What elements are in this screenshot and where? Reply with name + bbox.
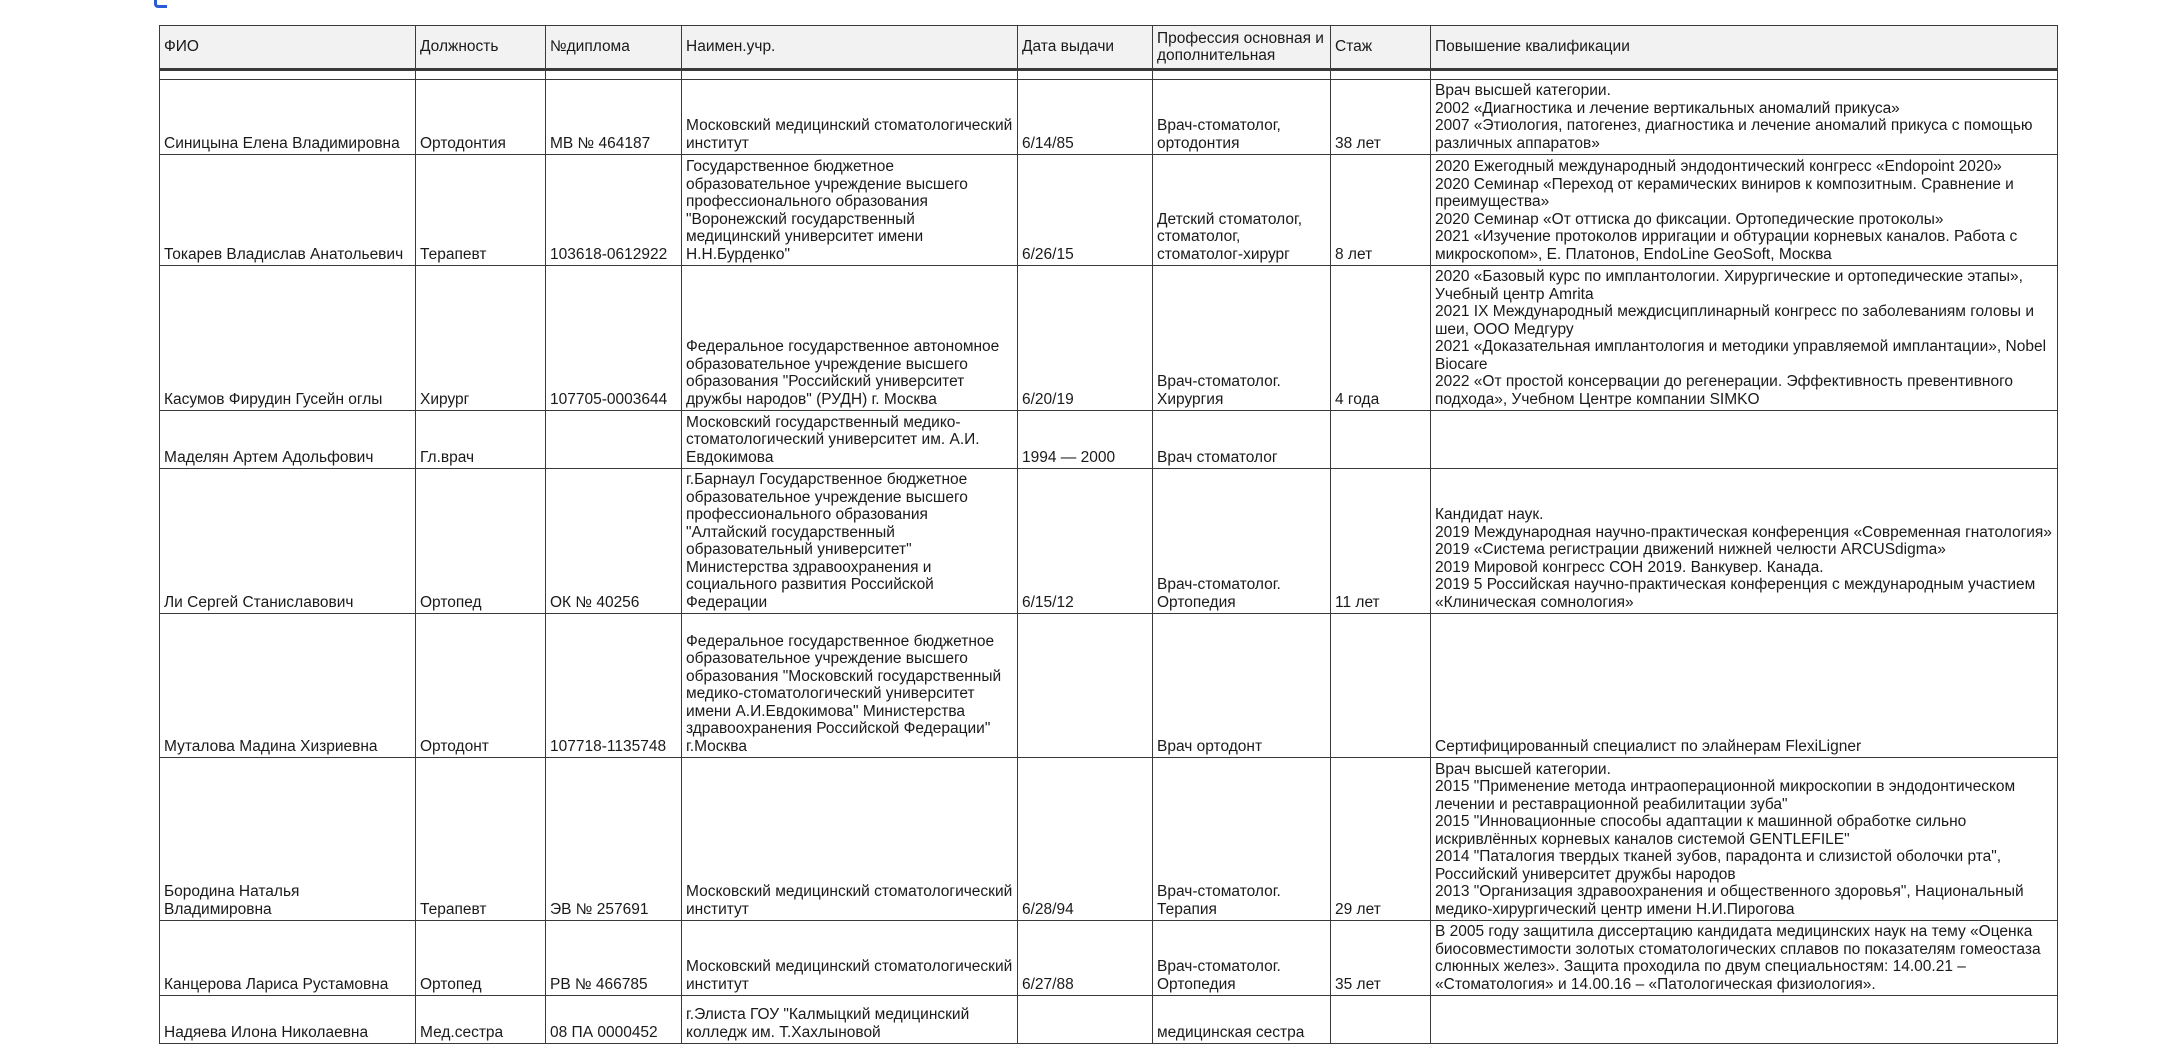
cell-experience[interactable]: 35 лет bbox=[1331, 921, 1431, 996]
qualification-line: 2007 «Этиология, патогенез, диагностика и лечение аномалий прикуса с помощью различных аппаратов» bbox=[1435, 117, 2033, 152]
qualification-line: 2021 IX Международный междисциплинарный конгресс по заболеваниям головы и шеи, ООО Медгуру bbox=[1435, 303, 2034, 338]
cell-date[interactable]: 6/14/85 bbox=[1018, 80, 1153, 155]
qualification-line: 2015 "Применение метода интраоперационной микроскопии в эндодонтическом лечении и реставрационной реабилитации зуба" bbox=[1435, 778, 2016, 813]
cell-name[interactable]: Муталова Мадина Хизриевна bbox=[160, 614, 416, 758]
cell-position[interactable]: Ортопед bbox=[416, 921, 546, 996]
cell-name[interactable]: Бородина Наталья Владимировна bbox=[160, 758, 416, 921]
cell-diploma[interactable]: 107705-0003644 bbox=[546, 266, 682, 411]
cell-qualification[interactable] bbox=[1431, 758, 2058, 921]
cell-date[interactable]: 6/27/88 bbox=[1018, 921, 1153, 996]
cell-date[interactable]: 6/28/94 bbox=[1018, 758, 1153, 921]
cell-experience[interactable]: 11 лет bbox=[1331, 469, 1431, 614]
selection-corner-marker bbox=[154, 0, 167, 8]
cell-institution[interactable]: Федеральное государственное бюджетное образовательное учреждение высшего образования "Московский государственный медико-стоматологический университет имени А.И.Евдокимова" Министерства здравоохранения Российской Федерации" г.Москва bbox=[682, 614, 1018, 758]
qualification-line: 2014 "Паталогия твердых тканей зубов, парадонта и слизистой оболочки рта", Российский университет дружбы народов bbox=[1435, 848, 2002, 883]
cell-profession[interactable]: Врач-стоматолог. Ортопедия bbox=[1153, 921, 1331, 996]
cell-name[interactable]: Касумов Фирудин Гусейн оглы bbox=[160, 266, 416, 411]
cell-diploma[interactable]: ОК № 40256 bbox=[546, 469, 682, 614]
cell-name[interactable]: Надяева Илона Николаевна bbox=[160, 996, 416, 1044]
cell-date[interactable]: 6/20/19 bbox=[1018, 266, 1153, 411]
cell-profession[interactable]: медицинская сестра bbox=[1153, 996, 1331, 1044]
cell-profession[interactable]: Врач-стоматолог. Ортопедия bbox=[1153, 469, 1331, 614]
table-row bbox=[160, 996, 2058, 1044]
spacer-row bbox=[160, 70, 2058, 80]
cell-qualification[interactable] bbox=[1431, 411, 2058, 469]
qualification-line: Кандидат наук. bbox=[1435, 506, 1544, 523]
cell-position[interactable]: Мед.сестра bbox=[416, 996, 546, 1044]
cell-profession[interactable]: Врач-стоматолог. Терапия bbox=[1153, 758, 1331, 921]
header-diploma[interactable]: №диплома bbox=[546, 26, 682, 70]
cell-position[interactable]: Терапевт bbox=[416, 155, 546, 266]
header-profession[interactable]: Профессия основная и дополнительная bbox=[1153, 26, 1331, 70]
cell-name[interactable]: Маделян Артем Адольфович bbox=[160, 411, 416, 469]
cell-name[interactable]: Синицына Елена Владимировна bbox=[160, 80, 416, 155]
table-row bbox=[160, 921, 2058, 996]
qualification-line: 2019 Международная научно-практическая конференция «Современная гнатология» bbox=[1435, 523, 2052, 541]
cell-experience[interactable] bbox=[1331, 411, 1431, 469]
cell-institution[interactable]: Московский медицинский стоматологический институт bbox=[682, 758, 1018, 921]
qualification-line: 2013 "Организация здравоохранения и общественного здоровья", Национальный медико-хирургический центр имени Н.И.Пирогова bbox=[1435, 883, 2024, 918]
cell-experience[interactable]: 29 лет bbox=[1331, 758, 1431, 921]
cell-name[interactable]: Ли Сергей Станиславович bbox=[160, 469, 416, 614]
cell-profession[interactable]: Детский стоматолог, стоматолог, стоматолог-хирург bbox=[1153, 155, 1331, 266]
cell-profession[interactable]: Врач стоматолог bbox=[1153, 411, 1331, 469]
cell-position[interactable]: Хирург bbox=[416, 266, 546, 411]
header-qualification[interactable]: Повышение квалификации bbox=[1431, 26, 2058, 70]
qualification-line: 2019 Мировой конгресс СОН 2019. Ванкувер. Канада. bbox=[1435, 558, 1824, 576]
cell-qualification[interactable] bbox=[1431, 996, 2058, 1044]
qualification-line: 2020 Ежегодный международный эндодонтический конгресс «Endopoint 2020» bbox=[1435, 158, 2002, 175]
qualification-line: 2020 «Базовый курс по имплантологии. Хирургические и ортопедические этапы», Учебный центр Amrita bbox=[1435, 268, 2023, 303]
cell-position[interactable]: Ортодонт bbox=[416, 614, 546, 758]
cell-institution[interactable]: г.Элиста ГОУ "Калмыцкий медицинский колледж им. Т.Хахлыновой bbox=[682, 996, 1018, 1044]
cell-experience[interactable]: 38 лет bbox=[1331, 80, 1431, 155]
qualification-line: Врач высшей категории. bbox=[1435, 82, 1611, 99]
cell-diploma[interactable] bbox=[546, 411, 682, 469]
header-position[interactable]: Должность bbox=[416, 26, 546, 70]
cell-profession[interactable]: Врач ортодонт bbox=[1153, 614, 1331, 758]
qualification-line: Врач высшей категории. bbox=[1435, 760, 1611, 778]
cell-position[interactable]: Ортодонтия bbox=[416, 80, 546, 155]
cell-position[interactable]: Гл.врач bbox=[416, 411, 546, 469]
cell-experience[interactable] bbox=[1331, 996, 1431, 1044]
qualification-line: 2020 Семинар «От оттиска до фиксации. Ортопедические протоколы» bbox=[1435, 210, 1944, 228]
qualification-line: 2021 «Доказательная имплантология и методики управляемой имплантации», Nobel Biocare bbox=[1435, 338, 2047, 373]
cell-diploma[interactable]: 107718-1135748 bbox=[546, 614, 682, 758]
table-row bbox=[160, 469, 2058, 614]
cell-institution[interactable]: Московский медицинский стоматологический институт bbox=[682, 80, 1018, 155]
cell-date[interactable]: 6/15/12 bbox=[1018, 469, 1153, 614]
cell-profession[interactable]: Врач-стоматолог, ортодонтия bbox=[1153, 80, 1331, 155]
cell-institution[interactable]: Федеральное государственное автономное образовательное учреждение высшего образования "Российский университет дружбы народов" (РУДН) г. Москва bbox=[682, 266, 1018, 411]
header-issue-date[interactable]: Дата выдачи bbox=[1018, 26, 1153, 70]
cell-position[interactable]: Терапевт bbox=[416, 758, 546, 921]
table-row bbox=[160, 80, 2058, 155]
header-experience[interactable]: Стаж bbox=[1331, 26, 1431, 70]
cell-qualification[interactable] bbox=[1431, 614, 2058, 758]
cell-qualification[interactable] bbox=[1431, 469, 2058, 614]
cell-experience[interactable]: 8 лет bbox=[1331, 155, 1431, 266]
cell-date[interactable]: 1994 — 2000 bbox=[1018, 411, 1153, 469]
cell-diploma[interactable]: МВ № 464187 bbox=[546, 80, 682, 155]
cell-qualification[interactable] bbox=[1431, 155, 2058, 266]
qualification-line: В 2005 году защитила диссертацию кандидата медицинских наук на тему «Оценка биосовместимости золотых стоматологических сплавов по показателям гомеостаза слюнных желез». Защита проходила по двум специальностям: 14.00.21 – «Стоматология» и 14.00.16 – «Патологическая физиология». bbox=[1435, 923, 2041, 993]
cell-experience[interactable]: 4 года bbox=[1331, 266, 1431, 411]
cell-diploma[interactable]: 103618-0612922 bbox=[546, 155, 682, 266]
qualification-line: 2021 «Изучение протоколов ирригации и обтурации корневых каналов. Работа с микроскопом», Е. Платонов, EndoLine GeoSoft, Москва bbox=[1435, 228, 2018, 263]
cell-diploma[interactable]: 08 ПА 0000452 bbox=[546, 996, 682, 1044]
qualification-line: Сертифицированный специалист по элайнерам FlexiLigner bbox=[1435, 737, 1862, 755]
cell-date[interactable] bbox=[1018, 996, 1153, 1044]
table-row bbox=[160, 411, 2058, 469]
table-row bbox=[160, 614, 2058, 758]
header-institution[interactable]: Наимен.учр. bbox=[682, 26, 1018, 70]
header-fio[interactable]: ФИО bbox=[160, 26, 416, 70]
qualification-line: 2015 "Инновационные способы адаптации к машинной обработке сильно искривлённых корневых каналов системой GENTLEFILE" bbox=[1435, 813, 1967, 848]
table-row bbox=[160, 758, 2058, 921]
header-row bbox=[160, 26, 2058, 70]
cell-diploma[interactable]: ЭВ № 257691 bbox=[546, 758, 682, 921]
qualification-line: 2019 5 Российская научно-практическая конференция с международным участием «Клиническая сомнология» bbox=[1435, 576, 2036, 611]
cell-qualification[interactable] bbox=[1431, 921, 2058, 996]
cell-name[interactable]: Токарев Владислав Анатольевич bbox=[160, 155, 416, 266]
cell-institution[interactable]: Государственное бюджетное образовательное учреждение высшего профессионального образования "Воронежский государственный медицинский университет имени Н.Н.Бурденко" bbox=[682, 155, 1018, 266]
cell-diploma[interactable]: РВ № 466785 bbox=[546, 921, 682, 996]
qualification-line: 2019 «Система регистрации движений нижней челюсти ARCUSdigma» bbox=[1435, 541, 1946, 558]
qualification-line: 2002 «Диагностика и лечение вертикальных аномалий прикуса» bbox=[1435, 99, 1900, 117]
cell-position[interactable]: Ортопед bbox=[416, 469, 546, 614]
cell-institution[interactable]: г.Барнаул Государственное бюджетное образовательное учреждение высшего профессионального образования "Алтайский государственный образовательный университет" Министерства здравоохранения и социального развития Российской Федерации bbox=[682, 469, 1018, 614]
cell-date[interactable]: 6/26/15 bbox=[1018, 155, 1153, 266]
cell-qualification[interactable] bbox=[1431, 266, 2058, 411]
qualification-line: 2020 Семинар «Переход от керамических виниров к композитным. Сравнение и преимущества» bbox=[1435, 175, 2014, 210]
cell-name[interactable]: Канцерова Лариса Рустамовна bbox=[160, 921, 416, 996]
table-row bbox=[160, 266, 2058, 411]
cell-date[interactable] bbox=[1018, 614, 1153, 758]
table-row bbox=[160, 155, 2058, 266]
cell-institution[interactable]: Московский государственный медико-стоматологический университет им. А.И. Евдокимова bbox=[682, 411, 1018, 469]
staff-table bbox=[159, 25, 2058, 1044]
qualification-line: 2022 «От простой консервации до регенерации. Эффективность превентивного подхода», Учебном Центре компании SIMKO bbox=[1435, 373, 2014, 408]
cell-institution[interactable]: Московский медицинский стоматологический институт bbox=[682, 921, 1018, 996]
cell-profession[interactable]: Врач-стоматолог. Хирургия bbox=[1153, 266, 1331, 411]
cell-experience[interactable] bbox=[1331, 614, 1431, 758]
cell-qualification[interactable] bbox=[1431, 80, 2058, 155]
